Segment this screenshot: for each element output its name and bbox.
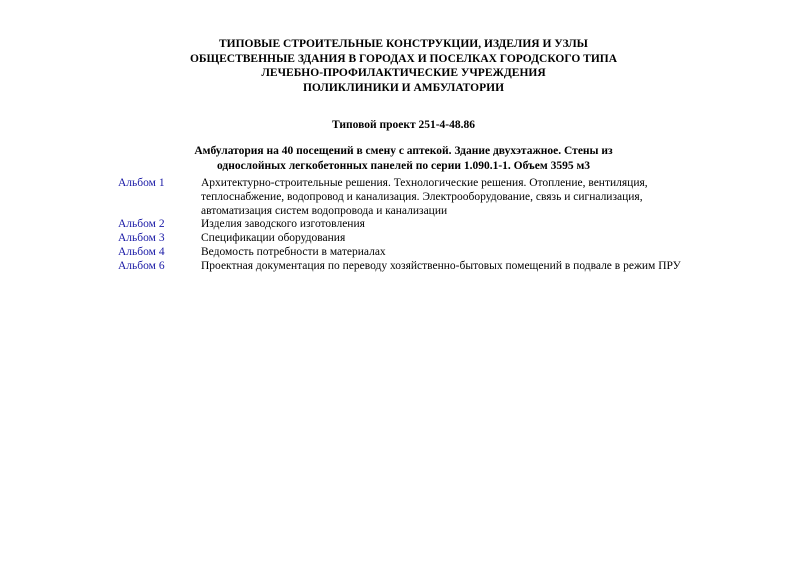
album-row-4 (118, 246, 798, 260)
album-row-3 (118, 232, 798, 246)
album-row-2 (118, 218, 798, 232)
album-6-link[interactable]: Альбом 6 (118, 259, 165, 272)
heading-line: ЛЕЧЕБНО-ПРОФИЛАКТИЧЕСКИЕ УЧРЕЖДЕНИЯ (261, 67, 546, 79)
document-heading (0, 37, 807, 95)
album-1-description: Архитектурно-строительные решения. Технологические решения. Отопление, вентиляция, теплоснабжение, водопровод и канализация. Электрооборудование, связь и сигнализация, автоматизация систем водопровода и канализации (201, 177, 648, 217)
album-4-link[interactable]: Альбом 4 (118, 245, 165, 258)
album-3-description: Спецификации оборудования (201, 232, 346, 245)
heading-line: ОБЩЕСТВЕННЫЕ ЗДАНИЯ В ГОРОДАХ И ПОСЕЛКАХ ГОРОДСКОГО ТИПА (189, 52, 618, 65)
heading-line: ТИПОВЫЕ СТРОИТЕЛЬНЫЕ КОНСТРУКЦИИ, ИЗДЕЛИЯ И УЗЛЫ (219, 38, 588, 50)
description-line: однослойных легкобетонных панелей по серии 1.090.1-1. Объем 3595 м3 (216, 159, 591, 172)
heading-line: ПОЛИКЛИНИКИ И АМБУЛАТОРИИ (302, 81, 505, 94)
album-1-link[interactable]: Альбом 1 (118, 177, 165, 189)
project-code: Типовой проект 251-4-48.86 (331, 119, 476, 131)
album-3-link[interactable]: Альбом 3 (118, 232, 165, 245)
album-2-link[interactable]: Альбом 2 (118, 218, 165, 231)
album-6-description: Проектная документация по переводу хозяйственно-бытовых помещений в подвале в режим ПРУ (201, 259, 681, 272)
project-description (0, 144, 807, 173)
album-4-description: Ведомость потребности в материалах (201, 245, 386, 258)
album-row-1 (118, 177, 798, 218)
album-list (118, 177, 798, 274)
description-line: Амбулатория на 40 посещений в смену с аптекой. Здание двухэтажное. Стены из (194, 145, 613, 157)
album-2-description: Изделия заводского изготовления (201, 218, 365, 231)
album-row-6 (118, 260, 798, 274)
